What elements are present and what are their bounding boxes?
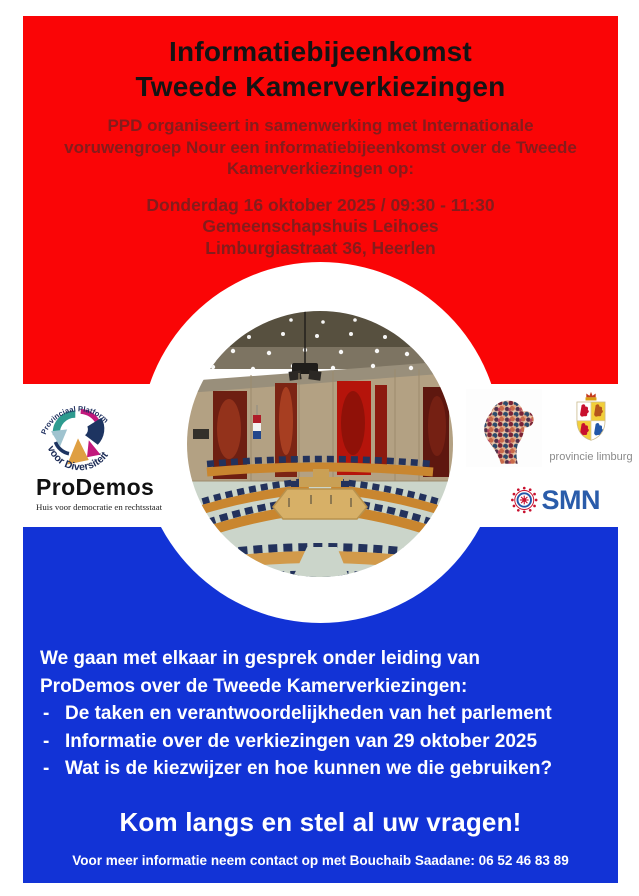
ppd-logo-graphic — [33, 388, 123, 478]
event-details — [53, 195, 588, 260]
bullet-item-2 — [40, 728, 610, 756]
bullet-dash: - — [43, 758, 50, 779]
intro-text — [51, 115, 590, 180]
call-to-action: Kom langs en stel al uw vragen! — [119, 806, 522, 837]
event-datetime: Donderdag 16 oktober 2025 / 09:30 - 11:30 — [146, 194, 495, 215]
ppd-diversity-logo — [33, 388, 123, 478]
bullet-dash: - — [43, 703, 50, 724]
bullet-item-1 — [40, 700, 610, 728]
discussion-bullet-list — [40, 700, 610, 783]
title-line-1: Informatiebijeenkomst — [169, 36, 472, 67]
event-venue: Gemeenschapshuis Leihoes — [202, 216, 439, 236]
discussion-intro-1: We gaan met elkaar in gesprek onder leiding van — [40, 648, 480, 669]
bullet-item-3 — [40, 755, 610, 783]
prodemos-logo — [36, 474, 163, 512]
intro-line-3: Kamerverkiezingen op: — [226, 159, 415, 178]
provincie-limburg-logo — [546, 391, 636, 463]
parliament-chamber-illustration — [187, 311, 453, 577]
contact-info: Voor meer informatie neem contact op met Bouchaib Saadane: 06 52 46 83 89 — [72, 852, 569, 868]
nour-womens-group-logo — [466, 389, 542, 467]
bullet-dash: - — [43, 730, 50, 752]
ppd-arc-bottom-text: voor Diversiteit — [44, 444, 111, 474]
page-title — [23, 16, 618, 104]
bullet-text-2: Informatie over de verkiezingen van 29 oktober 2025 — [65, 730, 538, 752]
ppd-arc-top-text: Provinciaal Platform — [39, 404, 111, 436]
parliament-photo — [187, 311, 453, 577]
prodemos-tagline: Huis voor democratie en rechtsstaat — [36, 502, 163, 512]
limburg-coat-of-arms-icon — [566, 391, 616, 449]
prodemos-wordmark: ProDemos — [36, 474, 155, 500]
discussion-intro-2: ProDemos over de Tweede Kamerverkiezingen: — [40, 675, 468, 697]
limburg-label: provincie limburg — [549, 451, 633, 463]
title-line-2: Tweede Kamerverkiezingen — [135, 71, 506, 102]
event-address: Limburgiastraat 36, Heerlen — [205, 237, 436, 258]
intro-line-1: PPD organiseert in samenwerking met Internationale — [107, 116, 534, 135]
bullet-text-1: De taken en verantwoordelijkheden van het parlement — [65, 703, 552, 724]
discussion-text — [40, 645, 610, 783]
bullet-text-3: Wat is de kiezwijzer en hoe kunnen we die gebruiken? — [65, 758, 553, 779]
woman-profile-collage-icon — [466, 389, 542, 467]
smn-wordmark: SMN — [541, 485, 600, 515]
intro-line-2: voruwengroep Nour een informatiebijeenkomst over de Tweede — [64, 137, 577, 157]
smn-emblem-icon — [510, 484, 539, 516]
smn-logo — [510, 482, 600, 518]
